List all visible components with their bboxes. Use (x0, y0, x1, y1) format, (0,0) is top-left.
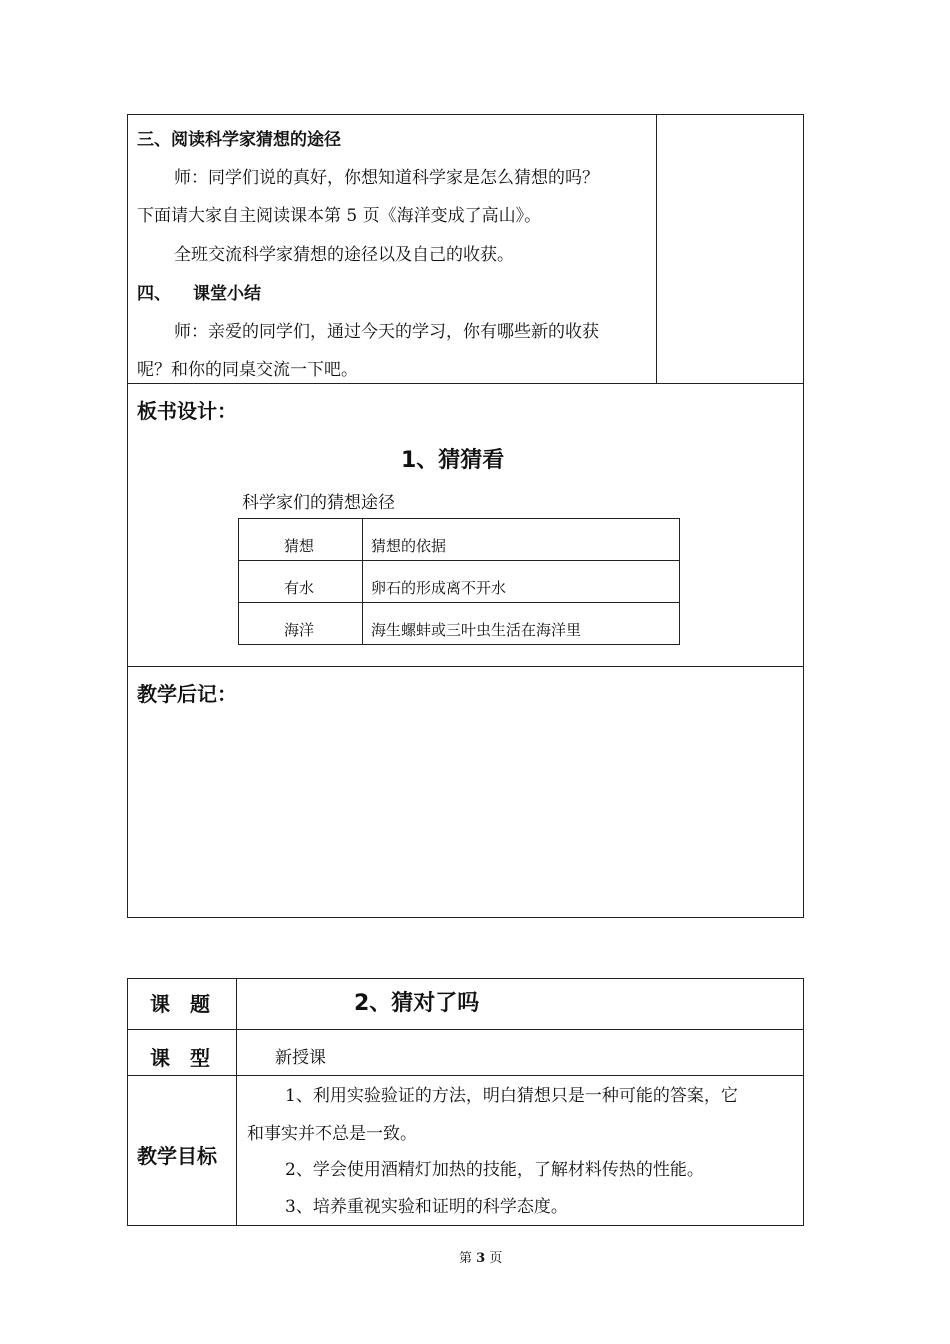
goal-3: 3、培养重视实验和证明的科学态度。 (285, 1197, 568, 1217)
section3-paragraph-line2: 下面请大家自主阅读课本第 5 页《海洋变成了高山》。 (137, 206, 542, 226)
row-divider-type (127, 1029, 804, 1030)
lesson-table-continued (127, 114, 804, 918)
section4-number: 四、 (137, 284, 171, 304)
board-design-label: 板书设计： (137, 399, 237, 423)
section3-paragraph2: 全班交流科学家猜想的途径以及自己的收获。 (174, 245, 514, 265)
label-column-divider (236, 978, 237, 1226)
goal-2: 2、学会使用酒精灯加热的技能，了解材料传热的性能。 (285, 1160, 704, 1180)
row-divider-notes (127, 666, 804, 667)
row-divider-goals (127, 1075, 804, 1076)
table-cell-basis: 卵石的形成离不开水 (371, 579, 507, 597)
guess-basis-table-row-divider (238, 560, 680, 561)
footer-page-number: 3 (476, 1251, 486, 1266)
footer-suffix: 页 (489, 1251, 503, 1266)
board-title: 1、猜猜看 (401, 448, 505, 473)
teaching-goals-label: 教学目标 (137, 1144, 217, 1168)
page-footer (459, 1251, 502, 1267)
section4-paragraph-line2: 呢？和你的同桌交流一下吧。 (137, 360, 358, 380)
topic-value: 2、猜对了吗 (354, 991, 480, 1016)
section3-title: 三、阅读科学家猜想的途径 (137, 130, 341, 150)
table-header-basis: 猜想的依据 (371, 537, 447, 555)
notes-column-divider (656, 114, 657, 384)
table-header-guess: 猜想 (284, 537, 315, 555)
section3-paragraph-line1: 师：同学们说的真好，你想知道科学家是怎么猜想的吗？ (174, 168, 599, 188)
table-cell-guess: 海洋 (284, 621, 315, 639)
guess-basis-table-col-divider (362, 518, 363, 645)
board-subtitle: 科学家们的猜想途径 (242, 493, 395, 513)
lesson-type-label: 课 型 (150, 1046, 210, 1070)
section4-title: 课堂小结 (193, 284, 261, 304)
goal-1-line1: 1、利用实验验证的方法，明白猜想只是一种可能的答案，它 (285, 1086, 738, 1106)
section4-paragraph-line1: 师：亲爱的同学们，通过今天的学习，你有哪些新的收获 (174, 322, 599, 342)
table-cell-guess: 有水 (284, 579, 315, 597)
teaching-notes-label: 教学后记： (137, 682, 237, 706)
guess-basis-table-row-divider (238, 602, 680, 603)
table-cell-basis: 海生螺蚌或三叶虫生活在海洋里 (371, 621, 582, 639)
goal-1-line2: 和事实并不总是一致。 (247, 1124, 417, 1144)
row-divider-board (127, 383, 804, 384)
footer-prefix: 第 (459, 1251, 473, 1266)
lesson-type-value: 新授课 (275, 1048, 326, 1068)
topic-label: 课 题 (150, 992, 210, 1016)
